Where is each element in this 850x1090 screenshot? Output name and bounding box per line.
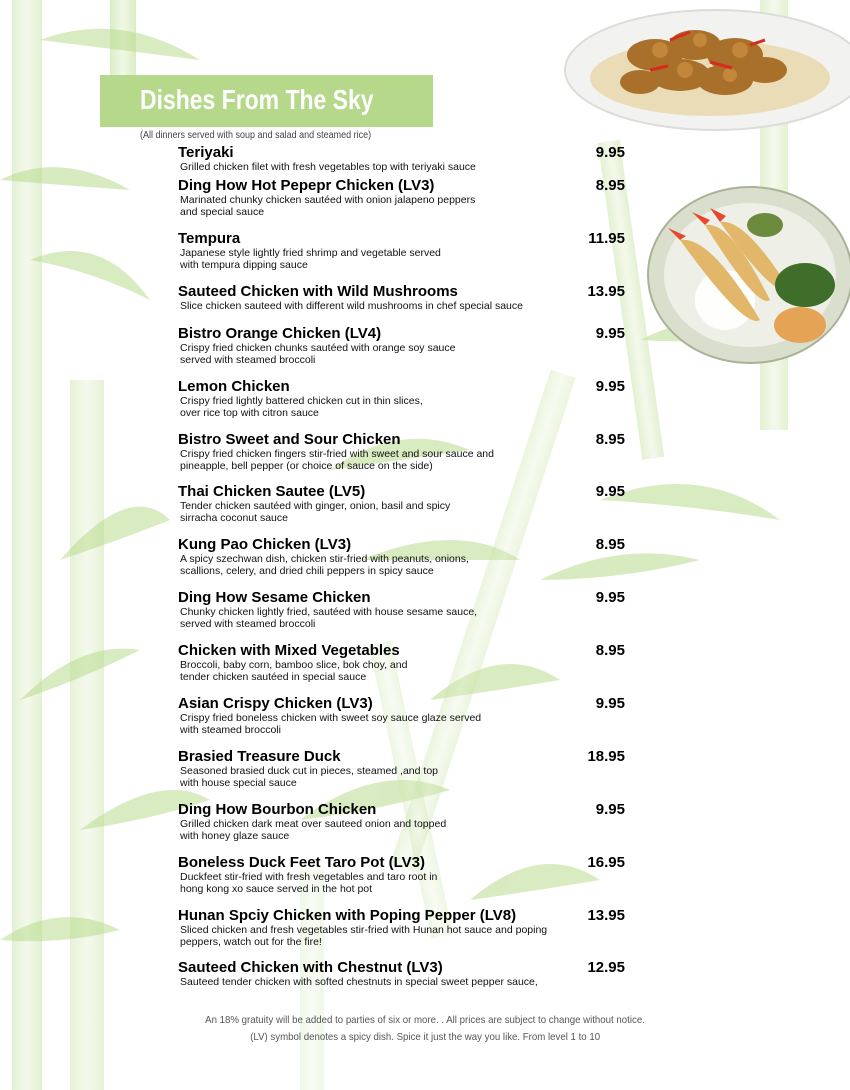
dish-description: Tender chicken sautéed with ginger, onion, basil and spicy sirracha coconut sauce [180, 500, 451, 524]
dish-name: Brasied Treasure Duck [178, 748, 341, 765]
dish-description: Crispy fried lightly battered chicken cut in thin slices, over rice top with citron sauce [180, 395, 423, 419]
dish-price: 8.95 [595, 536, 625, 553]
dish-description: Crispy fried chicken fingers stir-fried with sweet and sour sauce and pineapple, bell pepper (or choice of sauce on the side) [180, 448, 494, 472]
dish-price: 8.95 [595, 642, 625, 659]
dish-description: Crispy fried chicken chunks sautéed with orange soy sauce served with steamed broccoli [180, 342, 456, 366]
dish-description: Marinated chunky chicken sautéed with onion jalapeno peppers and special sauce [180, 194, 476, 218]
dish-price: 9.95 [595, 695, 625, 712]
dish-price: 16.95 [587, 854, 625, 871]
dish-price: 13.95 [587, 283, 625, 300]
dish-price: 18.95 [587, 748, 625, 765]
dish-description: Sliced chicken and fresh vegetables stir-fried with Hunan hot sauce and poping peppers, watch out for the fire! [180, 924, 548, 948]
gratuity-note-text: An 18% gratuity will be added to parties of six or more. . All prices are subject to change without notice. [205, 1014, 645, 1026]
section-title: Dishes From The Sky [140, 84, 374, 115]
dish-price: 13.95 [587, 907, 625, 924]
dish-name: Bistro Sweet and Sour Chicken [178, 431, 401, 448]
tempura-platter-photo [648, 187, 850, 363]
dish-description: A spicy szechwan dish, chicken stir-fried with peanuts, onions, scallions, celery, and dried chili peppers in spicy sauce [180, 553, 469, 577]
crispy-chicken-dish-photo [565, 10, 850, 130]
dish-name: Boneless Duck Feet Taro Pot (LV3) [178, 854, 425, 871]
dish-price: 12.95 [587, 959, 625, 976]
gratuity-note [0, 1014, 850, 1026]
dish-name: Ding How Hot Pepepr Chicken (LV3) [178, 177, 435, 194]
dish-price: 8.95 [595, 177, 625, 194]
dish-name: Ding How Bourbon Chicken [178, 801, 377, 818]
dish-description: Grilled chicken dark meat over sauteed onion and topped with honey glaze sauce [180, 818, 447, 842]
dish-price: 11.95 [588, 230, 625, 247]
dish-price: 9.95 [595, 378, 625, 395]
dish-name: Chicken with Mixed Vegetables [178, 642, 400, 659]
dish-name: Bistro Orange Chicken (LV4) [178, 325, 382, 342]
dish-name: Sauteed Chicken with Chestnut (LV3) [178, 959, 443, 976]
dish-description: Broccoli, baby corn, bamboo slice, bok choy, and tender chicken sautéed in special sauce [180, 659, 408, 683]
dish-description: Japanese style lightly fried shrimp and vegetable served with tempura dipping sauce [180, 247, 441, 271]
dish-description: Duckfeet stir-fried with fresh vegetables and taro root in hong kong xo sauce served in the hot pot [180, 871, 438, 895]
dish-price: 9.95 [595, 589, 625, 606]
dish-name: Asian Crispy Chicken (LV3) [178, 695, 373, 712]
dish-price: 9.95 [595, 483, 625, 500]
dish-price: 9.95 [595, 801, 625, 818]
dish-price: 9.95 [595, 144, 625, 161]
dish-description: Grilled chicken filet with fresh vegetables top with teriyaki sauce [180, 161, 476, 173]
dish-name: Ding How Sesame Chicken [178, 589, 371, 606]
section-title-banner [100, 75, 433, 127]
dish-name: Hunan Spciy Chicken with Poping Pepper (LV8) [178, 907, 517, 924]
spice-level-note-text: (LV) symbol denotes a spicy dish. Spice it just the way you like. From level 1 to 10 [250, 1031, 600, 1043]
dish-description: Slice chicken sauteed with different wild mushrooms in chef special sauce [180, 300, 523, 312]
spice-level-note [0, 1031, 850, 1043]
dish-name: Sauteed Chicken with Wild Mushrooms [178, 283, 458, 300]
dish-name: Thai Chicken Sautee (LV5) [178, 483, 366, 500]
dish-name: Tempura [178, 230, 241, 247]
dish-name: Teriyaki [178, 144, 234, 161]
dish-description: Chunky chicken lightly fried, sautéed with house sesame sauce, served with steamed broccoli [180, 606, 478, 630]
dish-price: 9.95 [595, 325, 625, 342]
dish-name: Kung Pao Chicken (LV3) [178, 536, 352, 553]
dish-description: Sauteed tender chicken with softed chestnuts in special sweet pepper sauce, [180, 976, 538, 988]
food-photos [560, 0, 850, 428]
dish-description: Crispy fried boneless chicken with sweet soy sauce glaze served with steamed broccoli [180, 712, 482, 736]
dish-name: Lemon Chicken [178, 378, 290, 395]
dish-description: Seasoned brasied duck cut in pieces, steamed ,and top with house special sauce [180, 765, 438, 789]
section-subtitle: (All dinners served with soup and salad and steamed rice) [140, 130, 372, 141]
dish-price: 8.95 [595, 431, 625, 448]
